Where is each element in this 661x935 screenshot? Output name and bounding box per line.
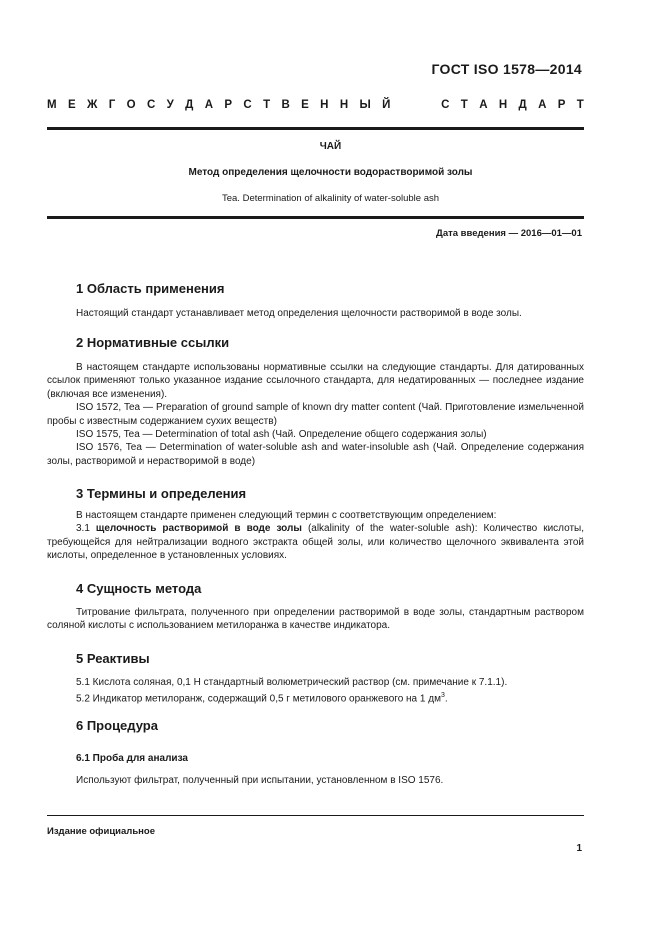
banner-letter: Р [557, 99, 566, 111]
interstate-standard-banner [47, 99, 584, 111]
banner-letter: Д [518, 99, 527, 111]
banner-letter: Т [460, 99, 468, 111]
banner-letter: Н [498, 99, 508, 111]
banner-letter: Ж [86, 99, 98, 111]
banner-letter: С [146, 99, 156, 111]
section-1-heading: 1 Область применения [76, 281, 225, 296]
official-edition-label: Издание официальное [47, 826, 155, 837]
subsection-6-1-heading: 6.1 Проба для анализа [76, 753, 188, 764]
page-number: 1 [576, 843, 582, 854]
banner-letter: М [47, 99, 57, 111]
banner-gap [402, 99, 430, 111]
document-code: ГОСТ ISO 1578—2014 [431, 61, 582, 77]
section-3-paragraph: В настоящем стандарте применен следующий термин с соответствующим определением: [76, 510, 497, 521]
reference-iso-1575: ISO 1575, Tea — Determination of total ash (Чай. Определение общего содержания золы) [76, 429, 487, 441]
document-subtitle-en: Tea. Determination of alkalinity of water-soluble ash [221, 193, 440, 204]
banner-letter: Е [67, 99, 76, 111]
term-name: щелочность растворимой в воде золы [95, 523, 302, 535]
reference-iso-1572: ISO 1572, Tea — Preparation of ground sample of known dry matter content (Чай. Приготовление измельченной пробы с известным содержанием сухих веществ) [47, 402, 584, 427]
section-4-heading: 4 Сущность метода [76, 581, 202, 596]
header-rule [47, 127, 584, 130]
banner-letter: Д [185, 99, 194, 111]
banner-letter: Й [382, 99, 391, 111]
title-rule [47, 216, 584, 219]
banner-letter: У [166, 99, 174, 111]
banner-letter: А [479, 99, 488, 111]
introduction-date: Дата введения — 2016—01—01 [436, 228, 582, 239]
document-title: ЧАЙ [319, 141, 342, 152]
reagent-item-5-2: 5.2 Индикатор метилоранж, содержащий 0,5 г метилового оранжевого на 1 $дм^3$. [76, 692, 448, 705]
section-3-heading: 3 Термины и определения [76, 486, 247, 501]
section-2-text [47, 361, 584, 468]
reagent-item-5-1: 5.1 Кислота соляная, 0,1 Н стандартный волюметрический раствор (см. примечание к 7.1.1). [76, 677, 508, 688]
term-definition: 3.1 щелочность растворимой в воде золы (alkalinity of the water-soluble ash): Количество кислоты, требующейся для нейтрализации водного экстракта общей золы, или количество щелочного эквивалента этой кислоты, определенное в установленных условиях. [47, 523, 585, 562]
section-2-heading: 2 Нормативные ссылки [76, 335, 230, 350]
banner-letter: Т [576, 99, 584, 111]
section-3-text [47, 509, 584, 563]
banner-letter: Г [108, 99, 116, 111]
reference-iso-1576: ISO 1576, Tea — Determination of water-soluble ash and water-insoluble ash (Чай. Определение содержания золы, растворимой и нерастворимой в воде) [47, 442, 584, 467]
banner-letter: С [441, 99, 450, 111]
banner-letter: Ы [359, 99, 371, 111]
section-2-paragraph: В настоящем стандарте использованы нормативные ссылки на следующие стандарты. Для датированных ссылок применяют только указанное издание ссылочного стандарта, для недатированных — последнее издание (включая все изменения). [47, 362, 584, 400]
document-subtitle-ru: Метод определения щелочности водорастворимой золы [188, 167, 473, 178]
section-1-text: Настоящий стандарт устанавливает метод определения щелочности растворимой в воде золы. [76, 308, 522, 319]
section-5-text [47, 676, 584, 706]
banner-letter: Е [301, 99, 309, 111]
banner-letter: В [281, 99, 290, 111]
section-5-heading: 5 Реактивы [76, 651, 150, 666]
banner-letter: Н [320, 99, 329, 111]
subsection-6-1-text: Используют фильтрат, полученный при испытании, установленном в ISO 1576. [76, 775, 444, 786]
banner-letter: С [243, 99, 252, 111]
banner-letter: Р [224, 99, 233, 111]
banner-letter: Т [263, 99, 271, 111]
section-4-text: Титрование фильтрата, полученного при определении растворимой в воде золы, стандартным раствором соляной кислоты с использованием метилоранжа в качестве индикатора. [47, 607, 584, 632]
banner-letter: А [204, 99, 214, 111]
banner-letter: О [126, 99, 136, 111]
banner-letter: Н [339, 99, 349, 111]
footer-rule [47, 815, 584, 816]
banner-letter: А [538, 99, 547, 111]
section-6-heading: 6 Процедура [76, 718, 158, 733]
